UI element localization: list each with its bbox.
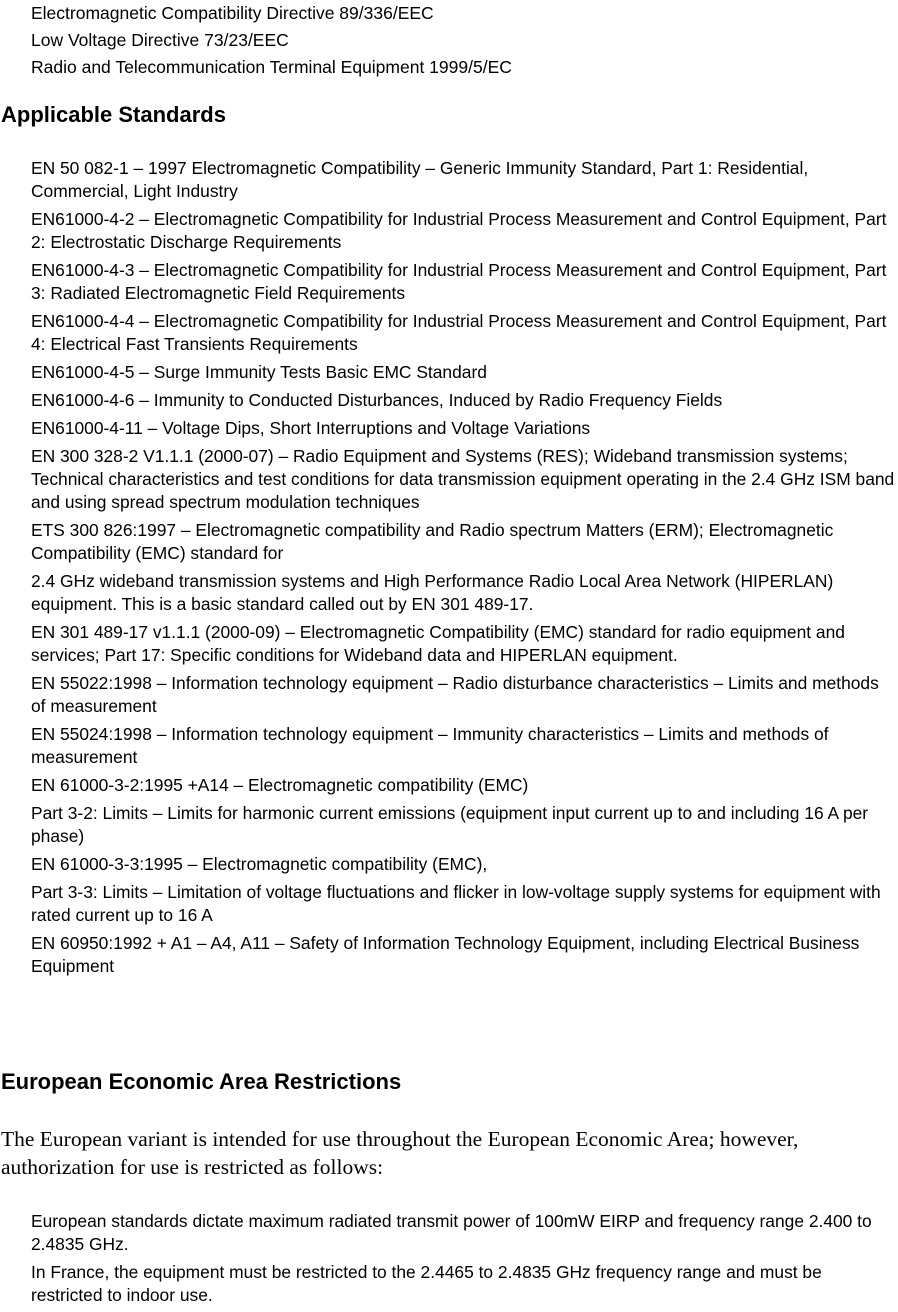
standard-item: EN61000-4-4 – Electromagnetic Compatibility for Industrial Process Measurement and Control Equipment, Part 4: Electrical Fast Transients Requirements	[31, 311, 887, 354]
standard-item: EN61000-4-6 – Immunity to Conducted Disturbances, Induced by Radio Frequency Fields	[31, 390, 723, 410]
eea-restrictions-heading: European Economic Area Restrictions	[1, 1069, 402, 1094]
standard-item: Part 3-2: Limits – Limits for harmonic current emissions (equipment input current up to and including 16 A per phase)	[31, 803, 869, 846]
standard-item: EN 55024:1998 – Information technology equipment – Immunity characteristics – Limits and methods of measurement	[31, 724, 829, 767]
standard-item: EN 301 489-17 v1.1.1 (2000-09) – Electromagnetic Compatibility (EMC) standard for radio equipment and services; Part 17: Specific conditions for Wideband data and HIPERLAN equipment.	[31, 622, 845, 665]
standard-item: ETS 300 826:1997 – Electromagnetic compatibility and Radio spectrum Matters (ERM); Electromagnetic Compatibility (EMC) standard for	[31, 520, 834, 563]
directive-item: Electromagnetic Compatibility Directive 89/336/EEC	[31, 3, 434, 23]
eea-intro-paragraph: The European variant is intended for use throughout the European Economic Area; however, authorization for use is restricted as follows:	[1, 1127, 799, 1179]
directive-item: Low Voltage Directive 73/23/EEC	[31, 30, 289, 50]
standard-item: EN 300 328-2 V1.1.1 (2000-07) – Radio Equipment and Systems (RES); Wideband transmission systems; Technical characteristics and test conditions for data transmission equipment operating in the 2.4 GHz ISM band and using spread spectrum modulation techniques	[31, 446, 895, 512]
standard-item: Part 3-3: Limits – Limitation of voltage fluctuations and flicker in low-voltage supply systems for equipment with rated current up to 16 A	[31, 882, 881, 925]
standard-item: EN61000-4-5 – Surge Immunity Tests Basic EMC Standard	[31, 362, 487, 382]
standards-list	[31, 157, 897, 983]
standard-item: EN 50 082-1 – 1997 Electromagnetic Compatibility – Generic Immunity Standard, Part 1: Residential, Commercial, Light Industry	[31, 158, 809, 201]
standard-item: EN61000-4-2 – Electromagnetic Compatibility for Industrial Process Measurement and Control Equipment, Part 2: Electrostatic Discharge Requirements	[31, 209, 887, 252]
standard-item: EN 55022:1998 – Information technology equipment – Radio disturbance characteristics – Limits and methods of measurement	[31, 673, 879, 716]
standard-item: 2.4 GHz wideband transmission systems and High Performance Radio Local Area Network (HIPERLAN) equipment. This is a basic standard called out by EN 301 489-17.	[31, 571, 834, 614]
directive-item: Radio and Telecommunication Terminal Equipment 1999/5/EC	[31, 57, 512, 77]
directives-list	[31, 0, 512, 81]
standard-item: EN 61000-3-3:1995 – Electromagnetic compatibility (EMC),	[31, 854, 488, 874]
standard-item: EN 61000-3-2:1995 +A14 – Electromagnetic compatibility (EMC)	[31, 775, 529, 795]
restriction-item: In France, the equipment must be restricted to the 2.4465 to 2.4835 GHz frequency range and must be restricted to indoor use.	[31, 1262, 822, 1305]
standard-item: EN61000-4-3 – Electromagnetic Compatibility for Industrial Process Measurement and Control Equipment, Part 3: Radiated Electromagnetic Field Requirements	[31, 260, 887, 303]
standard-item: EN 60950:1992 + A1 – A4, A11 – Safety of Information Technology Equipment, including Electrical Business Equipment	[31, 933, 860, 976]
standard-item: EN61000-4-11 – Voltage Dips, Short Interruptions and Voltage Variations	[31, 418, 591, 438]
restriction-item: European standards dictate maximum radiated transmit power of 100mW EIRP and frequency range 2.400 to 2.4835 GHz.	[31, 1211, 872, 1254]
applicable-standards-heading: Applicable Standards	[1, 102, 226, 127]
restrictions-list	[31, 1210, 897, 1312]
